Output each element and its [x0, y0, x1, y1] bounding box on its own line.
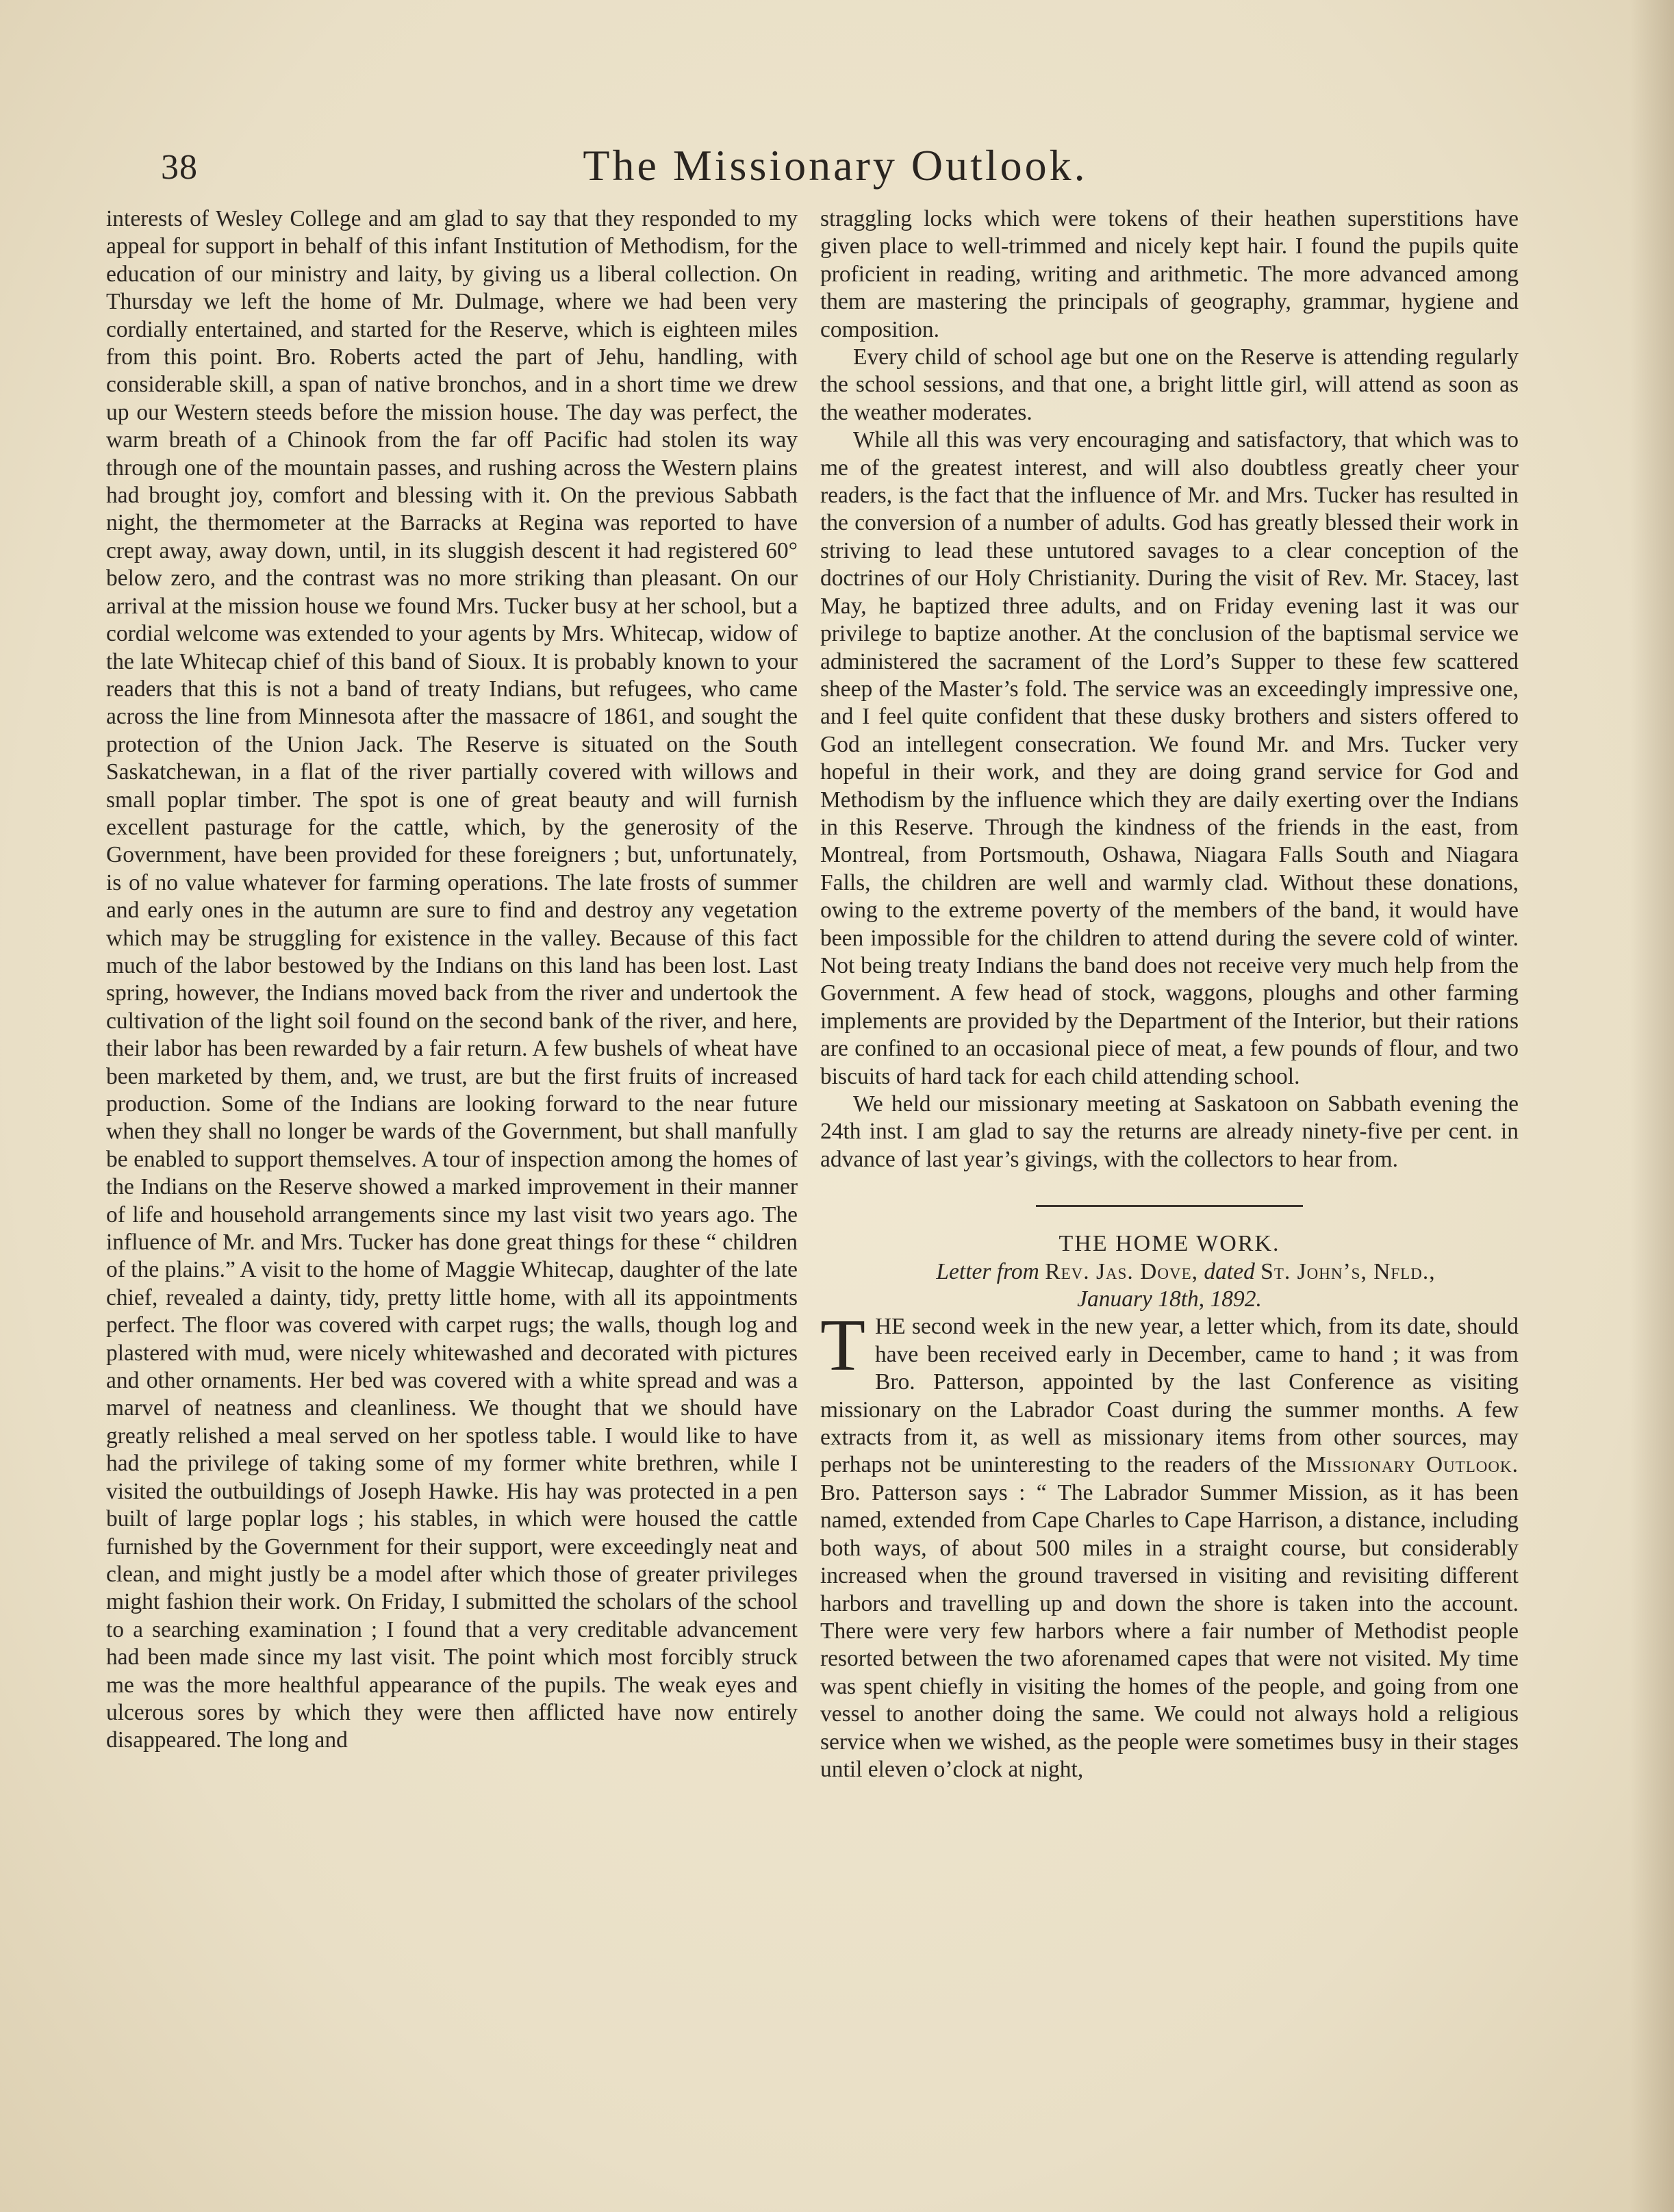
letter-text-part-2: Bro. Patterson says : “ The Labrador Summer Mission, as it has been named, extended from Cape Charles to Cape Harrison, a distance, including both ways, of about 500 miles in a straight course, but considerably increased when the ground traversed in visiting and revisiting different harbors and travelling up and down the shore is taken into the account. There were very few harbors where a fair number of Methodist people resorted between the two aforenamed capes that were not visited. My time was spent chiefly in visiting the homes of the people, and going from one vessel to another doing the same. We could not always hold a religious service when we wished, as the people were sometimes busy in their stages until eleven o’clock at night, — [820, 1479, 1519, 1782]
magazine-name: Missionary Outlook. — [1306, 1452, 1519, 1478]
right-paragraph-3: While all this was very encouraging and satisfactory, that which was to me of the greatest interest, and will also doubtless greatly cheer your readers, is the fact that the influence of Mr. and Mrs. Tucker has resulted in the conversion of a number of adults. God has greatly blessed their work in striving to lead these untutored savages to a clear conception of the doctrines of our Holy Christianity. During the visit of Rev. Mr. Stacey, last May, he baptized three adults, and on Friday evening last it was our privilege to baptize another. At the conclusion of the baptismal service we administered the sacrament of the Lord’s Supper to these few scattered sheep of the Master’s fold. The service was an exceedingly impressive one, and I feel quite confident that these dusky brothers and sisters offered to God an intellegent consecration. We found Mr. and Mrs. Tucker very hopeful in their work, and they are doing grand service for God and Methodism by the influence which they are daily exerting over the Indians in this Reserve. Through the kindness of the friends in the east, from Montreal, from Portsmouth, Oshawa, Niagara Falls South and Niagara Falls, the children are well and warmly clad. Without these donations, owing to the extreme poverty of the members of the band, it would have been impossible for the children to attend during the severe cold of winter. Not being treaty Indians the band does not receive very much help from the Government. A few head of stock, waggons, ploughs and other farming implements are provided by the Department of the Interior, but their rations are confined to an occasional piece of meat, a few pounds of flour, and two biscuits of hard tack for each child attending school. — [820, 427, 1519, 1089]
right-paragraph-1: straggling locks which were tokens of their heathen superstitions have given place to well-trimmed and nicely kept hair. I found the pupils quite proficient in reading, writing and arithmetic. The more advanced among them are mastering the principals of geography, grammar, hygiene and composition. — [820, 206, 1519, 342]
right-column — [820, 205, 1519, 1783]
section-title: THE HOME WORK. — [1058, 1231, 1280, 1257]
byline-dated: dated — [1204, 1258, 1255, 1284]
right-paragraph-2: Every child of school age but one on the Reserve is attending regularly the school sessions, and that one, a bright little girl, will attend as soon as the weather moderates. — [820, 344, 1519, 425]
letter-text-part-1: HE second week in the new year, a letter which, from its date, should have been received early in December, came to hand ; it was from Bro. Patterson, appointed by the last Conference as visiting missionary on the Labrador Coast during the summer months. A few extracts from it, as well as missionary items from other sources, may perhaps not be uninteresting to the readers of the — [820, 1314, 1519, 1478]
left-column — [106, 205, 798, 1755]
byline-place: St. John’s, Nfld., — [1260, 1258, 1436, 1284]
byline-prefix: Letter from — [936, 1258, 1039, 1284]
left-paragraph-1: interests of Wesley College and am glad to say that they responded to my appeal for support in behalf of this infant Institution of Methodism, for the education of our ministry and laity, by giving us a liberal collection. On Thursday we left the home of Mr. Dulmage, where we had been very cordially entertained, and started for the Reserve, which is eighteen miles from this point. Bro. Roberts acted the part of Jehu, handling, with considerable skill, a span of native bronchos, and in a short time we drew up our Western steeds before the mission house. The day was perfect, the warm breath of a Chinook from the far off Pacific had stolen its way through one of the mountain passes, and rushing across the Western plains had brought joy, comfort and blessing with it. On the previous Sabbath night, the thermometer at the Barracks at Regina was reported to have crept away, away down, until, in its sluggish descent it had registered 60° below zero, and the contrast was no more striking than pleasant. On our arrival at the mission house we found Mrs. Tucker busy at her school, but a cordial welcome was extended to your agents by Mrs. Whitecap, widow of the late Whitecap chief of this band of Sioux. It is probably known to your readers that this is not a band of treaty Indians, but refugees, who came across the line from Minnesota after the massacre of 1861, and sought the protection of the Union Jack. The Reserve is situated on the South Saskatchewan, in a flat of the river partially covered with willows and small poplar timber. The spot is one of great beauty and will furnish excellent pasturage for the cattle, which, by the generosity of the Government, have been provided for these foreigners ; but, unfortunately, is of no value whatever for farming operations. The late frosts of summer and early ones in the autumn are sure to find and destroy any vegetation which may be struggling for existence in the valley. Because of this fact much of the labor bestowed by the Indians on this land has been lost. Last spring, however, the Indians moved back from the river and undertook the cultivation of the light soil found on the second bank of the river, and here, their labor has been rewarded by a fair return. A few bushels of wheat have been marketed by them, and, we trust, are but the first fruits of increased production. Some of the Indians are looking forward to the near future when they shall no longer be wards of the Government, but shall manfully be enabled to support themselves. A tour of inspection among the homes of the Indians on the Reserve showed a marked improvement in their manner of life and household arrangements since my last visit two years ago. The influence of Mr. and Mrs. Tucker has done great things for these “ children of the plains.” A visit to the home of Maggie Whitecap, daughter of the late chief, revealed a dainty, tidy, pretty little home, with all its appointments perfect. The floor was covered with carpet rugs; the walls, though log and plastered with mud, were nicely whitewashed and decorated with pictures and other ornaments. Her bed was covered with a white spread and was a marvel of neatness and cleanliness. We thought that we should have greatly relished a meal served on her spotless table. I would like to have had the privilege of taking some of my former white brethren, while I visited the outbuildings of Joseph Hawke. His hay was protected in a pen built of large poplar logs ; his stables, in which were housed the cattle furnished by the Government for their support, were exceedingly neat and clean, and might justly be a model after which those of greater privileges might fashion their work. On Friday, I submitted the scholars of the school to a searching examination ; I found that a very creditable advancement had been made since my last visit. The point which most forcibly struck me was the more healthful appearance of the pupils. The weak eyes and ulcerous sores by which they were then afflicted have now entirely disappeared. The long and — [106, 206, 798, 1753]
running-header — [130, 137, 1540, 199]
right-paragraph-4: We held our missionary meeting at Saskatoon on Sabbath evening the 24th inst. I am glad to say the returns are already ninety-five per cent. in advance of last year’s givings, with the collectors to hear from. — [820, 1091, 1519, 1172]
letter-body — [820, 1305, 1519, 1783]
page-title: The Missionary Outlook. — [583, 141, 1088, 190]
page-binding-edge — [1629, 0, 1674, 2212]
letter-byline — [820, 1258, 1519, 1314]
byline-author: Rev. Jas. Dove, — [1045, 1258, 1199, 1284]
drop-cap: T — [820, 1305, 865, 1387]
byline-date: January 18th, 1892. — [1077, 1286, 1262, 1312]
section-divider — [1036, 1205, 1303, 1207]
page-number: 38 — [161, 148, 198, 187]
